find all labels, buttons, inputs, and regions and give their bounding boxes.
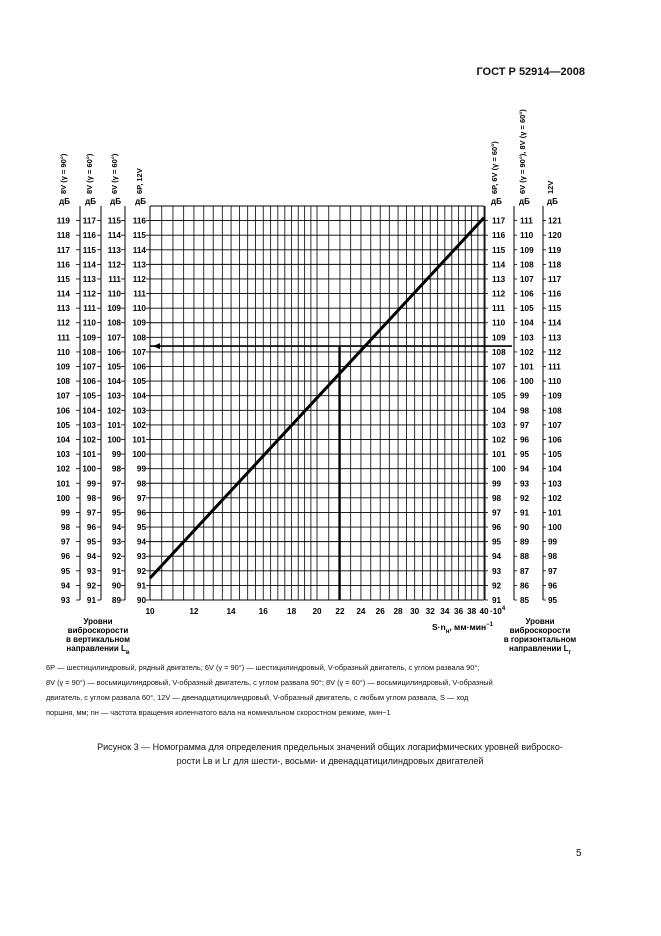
scale-tick-label: 90 [111,581,121,591]
scale-tick-label: 113 [82,274,96,284]
scale-tick-label: 99 [60,508,70,518]
scale-tick-label: 94 [136,537,146,547]
scale-tick-label: 109 [82,333,96,343]
scale-tick-label: 97 [136,493,146,503]
scale-tick-label: 115 [56,274,70,284]
scale-header: 12V [546,180,555,194]
scale-tick-label: 107 [132,347,146,357]
scale-tick-label: 106 [56,406,70,416]
scale-tick-label: 101 [520,362,534,372]
scale-tick-label: 112 [492,289,506,299]
scale-tick-label: 99 [520,391,530,401]
scale-tick-label: 95 [60,566,70,576]
figure-caption [60,740,600,768]
scale-tick-label: 93 [492,566,502,576]
scale-tick-label: 116 [548,289,562,299]
scale-tick-label: 114 [56,289,70,299]
scale-tick-label: 117 [56,245,70,255]
scale-tick-label: 96 [111,493,121,503]
scale-tick-label: 104 [548,464,562,474]
scale-tick-label: 114 [107,231,121,241]
legend-line: поршня, мм; nн — частота вращения коленчатого вала на номинальном скоростном режиме, мин−1 [46,708,391,717]
x-tick-label: 34 [440,607,450,616]
scale-tick-label: 100 [56,493,70,503]
x-tick-label: 38 [467,607,477,616]
scale-tick-label: 99 [492,479,502,489]
x-axis-label-suffix: , мм·мин [449,622,487,632]
scale-tick-label: 105 [56,420,70,430]
scale-tick-label: 92 [86,581,96,591]
scale-tick-label: 94 [520,464,530,474]
scale-tick-label: 108 [82,347,96,357]
scale-tick-label: 94 [86,552,96,562]
scale-tick-label: 86 [520,581,530,591]
scale-tick-label: 97 [548,566,558,576]
scale-tick-label: 96 [548,581,558,591]
scale-tick-label: 111 [83,304,96,314]
scale-tick-label: 89 [111,596,121,605]
scale-tick-label: 90 [520,523,530,533]
scale-tick-label: 119 [56,216,70,226]
scale-tick-label: 108 [492,347,506,357]
scale-tick-label: 98 [60,523,70,533]
x-tick-label: 16 [258,607,268,616]
scale-header: 6P, 12V [135,168,144,194]
legend-line: 6Р — шестицилиндровый, рядный двигатель; 6V (γ = 90°) — шестицилиндровый, V-образный двигатель, с углом развала 90°; [46,663,480,672]
scale-tick-label: 91 [520,508,530,518]
scale-tick-label: 99 [548,537,558,547]
scale-tick-label: 97 [60,537,70,547]
scale-tick-label: 92 [492,581,502,591]
x-tick-label: 40 [479,607,489,616]
scale-tick-label: 94 [60,581,70,591]
scale-tick-label: 102 [56,464,70,474]
scale-tick-label: 114 [132,245,146,255]
scale-tick-label: 108 [107,318,121,328]
scale-tick-label: 95 [111,508,121,518]
scale-tick-label: 96 [136,508,146,518]
scale-tick-label: 113 [548,333,562,343]
scale-unit: дБ [519,197,530,206]
scale-tick-label: 116 [82,231,96,241]
caption-line: рости Lв и Lг для шести-, восьми- и двенадцатицилиндровых двигателей [176,756,484,766]
scale-unit: дБ [135,197,146,206]
scale-tick-label: 106 [107,347,121,357]
scale-tick-label: 93 [520,479,530,489]
scale-tick-label: 102 [82,435,96,445]
scale-tick-label: 110 [132,304,146,314]
scale-tick-label: 100 [492,464,506,474]
scale-tick-label: 98 [520,406,530,416]
scale-tick-label: 106 [520,289,534,299]
scale-tick-label: 110 [56,347,70,357]
legend-line: двигатель, с углом развала 60°, 12V — двенадцатицилиндровый, V-образный двигатель, с любым углом развала, S — ход [46,693,469,702]
scale-tick-label: 110 [520,231,534,241]
scale-tick-label: 113 [132,260,146,270]
scale-tick-label: 104 [82,406,96,416]
scale-tick-label: 100 [132,450,146,460]
scale-tick-label: 93 [111,537,121,547]
x-tick-label: 32 [425,607,435,616]
right-axis-caption: Уровни [525,617,555,626]
right-axis-caption: в горизонтальном [503,635,577,644]
scale-tick-label: 105 [132,377,146,387]
scale-tick-label: 118 [56,231,70,241]
scale-tick-label: 107 [82,362,96,372]
scale-unit: дБ [547,197,558,206]
x-tick-label: 14 [226,607,236,616]
legend-line: 8V (γ = 90°) — восьмицилиндровый, V-образный двигатель, с углом развала 90°; 8V (γ = 60°) — восьмицилиндровый, V-образный [46,678,493,687]
scale-tick-label: 93 [86,566,96,576]
scale-tick-label: 98 [492,493,502,503]
right-axis-caption: направлении $L_г$ [509,644,571,656]
scale-tick-label: 102 [520,347,534,357]
scale-tick-label: 101 [132,435,146,445]
scale-tick-label: 100 [107,435,121,445]
left-axis-caption: виброскорости [67,626,129,635]
scale-tick-label: 103 [132,406,146,416]
scale-tick-label: 110 [82,318,96,328]
scale-header: 6V (γ = 90°), 8V (γ = 60°) [518,109,527,194]
scale-tick-label: 101 [56,479,70,489]
scale-tick-label: 105 [520,304,534,314]
scale-tick-label: 91 [86,596,96,605]
x-axis-label-sub: н [445,629,450,635]
scale-tick-label: 97 [492,508,502,518]
scale-tick-label: 101 [492,450,506,460]
scale-tick-label: 115 [132,231,146,241]
scale-tick-label: 104 [107,377,121,387]
scale-tick-label: 102 [132,420,146,430]
scale-tick-label: 118 [548,260,562,270]
scale-tick-label: 108 [548,406,562,416]
scale-tick-label: 109 [520,245,534,255]
x-tick-label: 28 [393,607,403,616]
axis-captions [66,617,576,656]
scale-tick-label: 110 [492,318,506,328]
x-tick-label: 26 [375,607,385,616]
scale-tick-label: 95 [520,450,530,460]
document-header: ГОСТ Р 52914—2008 [476,66,585,78]
scale-tick-label: 103 [520,333,534,343]
x-multiplier: $\cdot 10^4$ [490,606,506,616]
caption-line: Рисунок 3 — Номограмма для определения предельных значений общих логарифмических уровней виброско- [97,742,563,752]
scale-tick-label: 100 [520,377,534,387]
scale-tick-label: 101 [107,420,121,430]
scale-tick-label: 88 [520,552,530,562]
scale-tick-label: 91 [111,566,121,576]
x-axis [145,606,505,635]
scale-unit: дБ [110,197,121,206]
page-number: 5 [576,848,582,859]
scale-tick-label: 106 [132,362,146,372]
scale-header: 6P, 6V (γ = 60°) [490,141,499,194]
scale-tick-label: 107 [56,391,70,401]
scale-unit: дБ [85,197,96,206]
left-axis-caption: направлении $L_в$ [66,644,130,656]
scale-tick-label: 112 [107,260,121,270]
right-axis-caption: виброскорости [509,626,571,635]
scale-tick-label: 98 [86,493,96,503]
scale-tick-label: 94 [492,552,502,562]
scale-tick-label: 109 [492,333,506,343]
scale-unit: дБ [59,197,70,206]
right-axis-caption-sub: г [568,650,571,656]
scale-tick-label: 117 [492,216,506,226]
x-axis-label-sup: −1 [486,622,493,628]
scale-tick-label: 109 [132,318,146,328]
scale-tick-label: 108 [132,333,146,343]
scale-tick-label: 97 [86,508,96,518]
scale-tick-label: 115 [107,216,121,226]
scale-tick-label: 111 [57,333,70,343]
scale-tick-label: 108 [56,377,70,387]
scale-tick-label: 100 [82,464,96,474]
scale-tick-label: 117 [82,216,96,226]
scale-header: 6V (γ = 60°) [110,153,119,194]
scale-tick-label: 101 [82,450,96,460]
scale-tick-label: 103 [56,450,70,460]
x-tick-label: 36 [454,607,464,616]
scale-tick-label: 98 [136,479,146,489]
scale-tick-label: 116 [492,231,506,241]
scale-tick-label: 102 [492,435,506,445]
scale-tick-label: 112 [82,289,96,299]
scale-tick-label: 98 [548,552,558,562]
nomogram-line [150,218,512,600]
scale-tick-label: 96 [492,523,502,533]
scale-tick-label: 96 [520,435,530,445]
scale-header: 8V (γ = 60°) [85,153,94,194]
scale-tick-label: 95 [136,523,146,533]
scale-tick-label: 103 [492,420,506,430]
scale-tick-label: 91 [492,596,502,605]
scale-tick-label: 104 [132,391,146,401]
scale-tick-label: 109 [107,304,121,314]
scale-tick-label: 101 [548,508,562,518]
scale-tick-label: 111 [548,362,561,372]
scale-tick-label: 105 [492,391,506,401]
scale-tick-label: 105 [548,450,562,460]
scale-tick-label: 112 [132,274,146,284]
scale-tick-label: 113 [492,274,506,284]
scale-tick-label: 99 [111,450,121,460]
scale-tick-label: 97 [111,479,121,489]
right-scales [485,109,562,605]
scale-tick-label: 102 [107,406,121,416]
scale-tick-label: 115 [492,245,506,255]
scale-tick-label: 109 [56,362,70,372]
scale-tick-label: 95 [86,537,96,547]
scale-tick-label: 99 [136,464,146,474]
scale-tick-label: 95 [548,596,558,605]
legend-text [46,660,601,720]
scale-tick-label: 115 [82,245,96,255]
scale-tick-label: 95 [492,537,502,547]
scale-tick-label: 100 [548,523,562,533]
left-scales [56,153,150,605]
scale-tick-label: 87 [520,566,530,576]
left-axis-caption-sub: в [125,650,130,656]
scale-tick-label: 96 [86,523,96,533]
x-tick-label: 12 [189,607,199,616]
x-tick-label: 30 [410,607,420,616]
scale-tick-label: 111 [133,289,146,299]
scale-tick-label: 103 [107,391,121,401]
scale-tick-label: 92 [520,493,530,503]
scale-tick-label: 91 [136,581,146,591]
scale-tick-label: 117 [548,274,562,284]
left-axis-caption: в вертикальном [65,635,131,644]
left-axis-caption: Уровни [83,617,113,626]
scale-tick-label: 108 [520,260,534,270]
scale-tick-label: 107 [107,333,121,343]
scale-tick-label: 116 [132,216,146,226]
grid [150,206,484,600]
scale-tick-label: 104 [520,318,534,328]
scale-tick-label: 113 [56,304,70,314]
scale-tick-label: 90 [136,596,146,605]
scale-tick-label: 107 [548,420,562,430]
scale-tick-label: 96 [60,552,70,562]
scale-tick-label: 114 [82,260,96,270]
scale-tick-label: 94 [111,523,121,533]
scale-tick-label: 114 [548,318,562,328]
scale-tick-label: 93 [60,596,70,605]
x-tick-label: 22 [335,607,345,616]
scale-tick-label: 114 [492,260,506,270]
x-tick-label: 24 [356,607,366,616]
scale-tick-label: 112 [56,318,70,328]
scale-tick-label: 98 [111,464,121,474]
scale-tick-label: 110 [548,377,562,387]
scale-tick-label: 106 [548,435,562,445]
x-multiplier-exp: 4 [501,606,506,612]
scale-tick-label: 105 [107,362,121,372]
scale-tick-label: 102 [548,493,562,503]
scale-tick-label: 107 [492,362,506,372]
scale-tick-label: 115 [548,304,562,314]
scale-tick-label: 106 [492,377,506,387]
scale-tick-label: 111 [492,304,505,314]
scale-tick-label: 99 [86,479,96,489]
scale-tick-label: 85 [520,596,530,605]
scale-tick-label: 104 [56,435,70,445]
x-tick-label: 18 [287,607,297,616]
scale-tick-label: 93 [136,552,146,562]
scale-tick-label: 121 [548,216,562,226]
example-arrow [153,343,160,349]
scale-tick-label: 119 [548,245,562,255]
scale-tick-label: 111 [520,216,533,226]
x-axis-label: $S\cdot n_н$, мм·мин$^{-1}$ [432,622,493,635]
scale-unit: дБ [491,197,502,206]
scale-tick-label: 103 [548,479,562,489]
scale-header: 8V (γ = 90°) [59,153,68,194]
scale-tick-label: 120 [548,231,562,241]
scale-tick-label: 92 [136,566,146,576]
scale-tick-label: 92 [111,552,121,562]
scale-tick-label: 89 [520,537,530,547]
scale-tick-label: 110 [107,289,121,299]
scale-tick-label: 97 [520,420,530,430]
scale-tick-label: 104 [492,406,506,416]
scale-tick-label: 105 [82,391,96,401]
x-tick-label: 10 [145,607,155,616]
scale-tick-label: 106 [82,377,96,387]
x-tick-label: 20 [312,607,322,616]
scale-tick-label: 107 [520,274,534,284]
scale-tick-label: 111 [108,274,121,284]
scale-tick-label: 113 [107,245,121,255]
scale-tick-label: 112 [548,347,562,357]
scale-tick-label: 103 [82,420,96,430]
scale-tick-label: 109 [548,391,562,401]
scale-tick-label: 116 [56,260,70,270]
